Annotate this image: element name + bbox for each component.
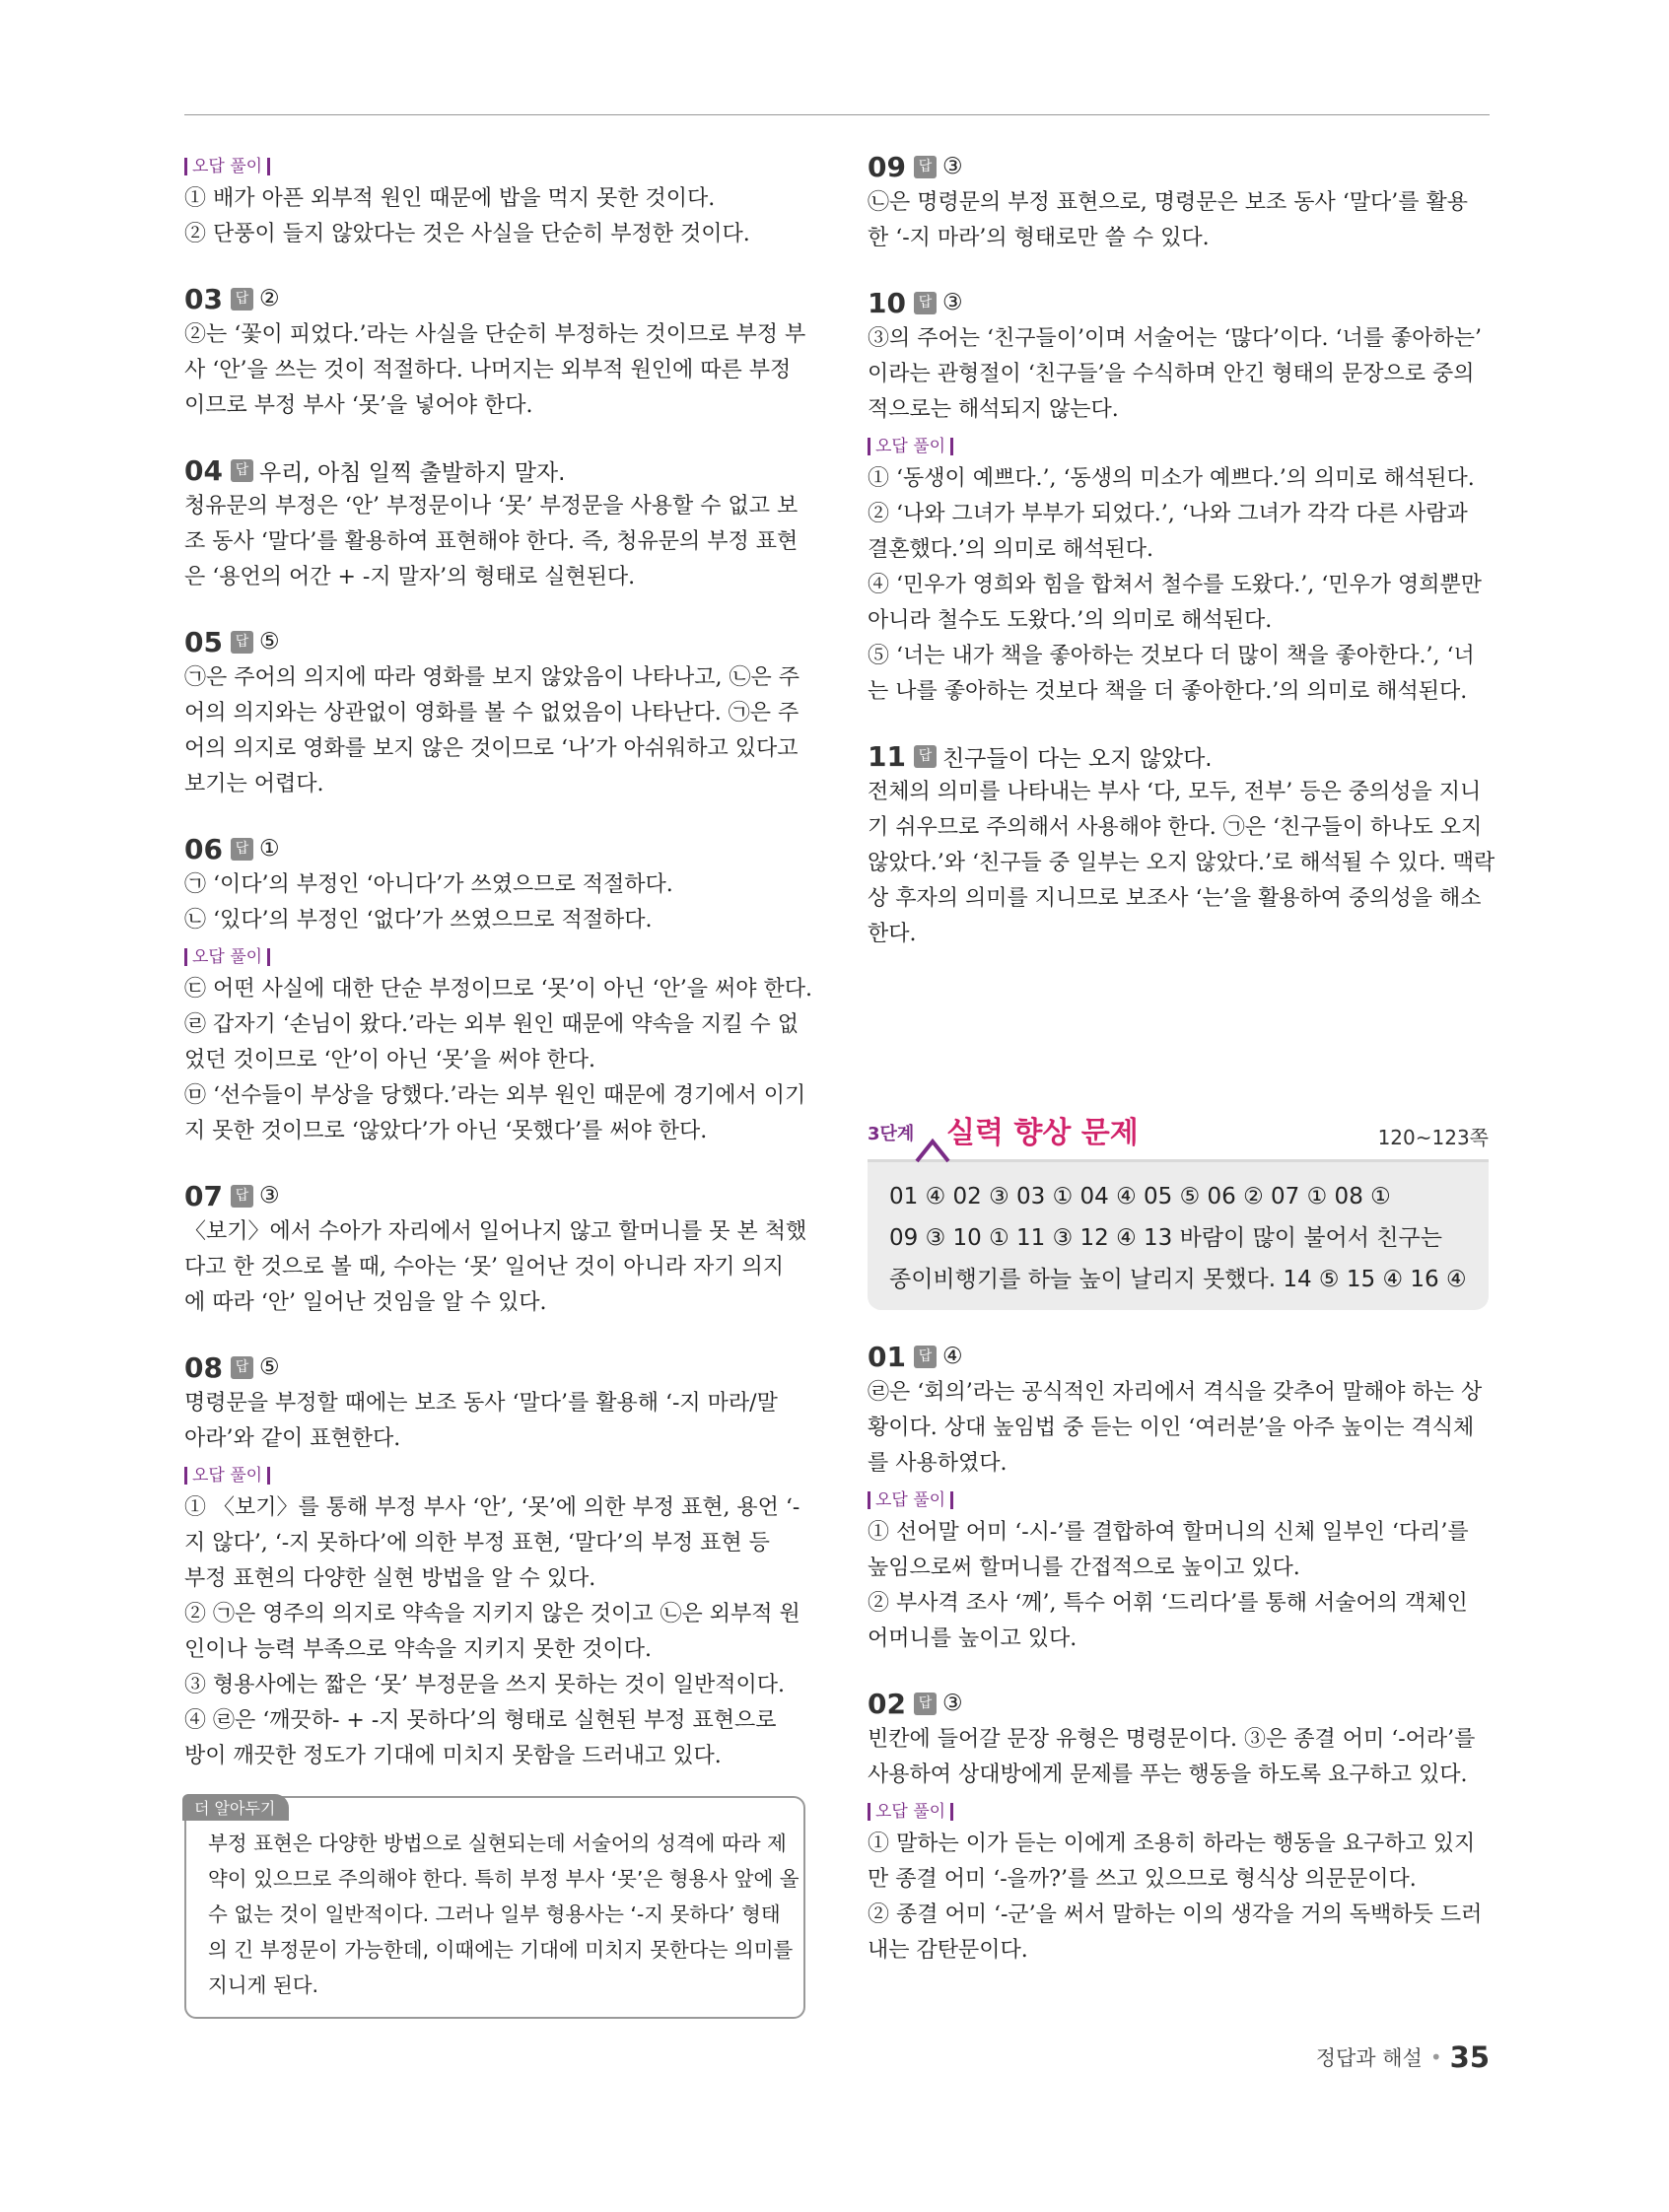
text-line: ㉠은 주어의 의지에 따라 영화를 보지 않았음이 나타나고, ㉡은 주 bbox=[184, 665, 800, 690]
answer-badge: 답 bbox=[914, 745, 937, 768]
odap-label: 오답 풀이 bbox=[184, 154, 805, 179]
text-line: 한 ‘-지 마라’의 형태로만 쓸 수 있다. bbox=[868, 226, 1210, 250]
text-line: ① 〈보기〉를 통해 부정 부사 ‘안’, ‘못’에 의한 부정 표현, 용언 ‘- bbox=[184, 1495, 800, 1520]
answer-summary-line: 09 ③ 10 ① 11 ③ 12 ④ 13 바람이 많이 불어서 친구는 bbox=[889, 1225, 1442, 1251]
question-number: 03 bbox=[184, 282, 223, 315]
answer-badge: 답 bbox=[914, 292, 937, 314]
odap-label: 오답 풀이 bbox=[868, 1487, 1489, 1513]
answer-summary-box bbox=[868, 1159, 1489, 1310]
step3-header bbox=[868, 1100, 1489, 1159]
text-line: ㉢ 어떤 사실에 대한 단순 부정이므로 ‘못’이 아닌 ‘안’을 써야 한다. bbox=[184, 977, 812, 1002]
text-line: ②는 ‘꽃이 피었다.’라는 사실을 단순히 부정하는 것이므로 부정 부 bbox=[184, 322, 806, 347]
question-number: 11 bbox=[868, 739, 906, 773]
text-line: 높임으로써 할머니를 간접적으로 높이고 있다. bbox=[868, 1555, 1300, 1580]
text-line: 청유문의 부정은 ‘안’ 부정문이나 ‘못’ 부정문을 사용할 수 없고 보 bbox=[184, 494, 799, 518]
answer-badge: 답 bbox=[231, 1185, 253, 1208]
bullet-icon: • bbox=[1429, 2045, 1442, 2069]
answer-summary-line: 종이비행기를 하늘 높이 날리지 못했다. 14 ⑤ 15 ④ 16 ④ bbox=[889, 1267, 1467, 1292]
question-09-header bbox=[868, 148, 1489, 185]
question-number: 04 bbox=[184, 453, 223, 487]
text-line: ① 선어말 어미 ‘-시-’를 결합하여 할머니의 신체 일부인 ‘다리’를 bbox=[868, 1520, 1469, 1545]
question-07-header bbox=[184, 1177, 805, 1214]
text-line: 내는 감탄문이다. bbox=[868, 1938, 1028, 1963]
text-line: ③의 주어는 ‘친구들이’이며 서술어는 ‘많다’이다. ‘너를 좋아하는’ bbox=[868, 326, 1482, 351]
question-08-header bbox=[184, 1348, 805, 1386]
question-number: 02 bbox=[868, 1687, 906, 1720]
text-line: 적으로는 해석되지 않는다. bbox=[868, 397, 1119, 422]
section-question-02-header bbox=[868, 1685, 1489, 1722]
odap-label: 오답 풀이 bbox=[868, 434, 1489, 459]
text-line: 은 ‘용언의 어간 + -지 말자’의 형태로 실현된다. bbox=[184, 565, 636, 589]
text-line: 않았다.’와 ‘친구들 중 일부는 오지 않았다.’로 해석될 수 있다. 맥락 bbox=[868, 851, 1495, 875]
text-line: 빈칸에 들어갈 문장 유형은 명령문이다. ③은 종결 어미 ‘-어라’를 bbox=[868, 1727, 1476, 1752]
question-04-header bbox=[184, 451, 805, 489]
text-line: ② ㉠은 영주의 의지로 약속을 지키지 않은 것이고 ㉡은 외부적 원 bbox=[184, 1602, 800, 1626]
answer: 우리, 아침 일찍 출발하지 말자. bbox=[258, 459, 566, 486]
text-line: 다고 한 것으로 볼 때, 수아는 ‘못’ 일어난 것이 아니라 자기 의지 bbox=[184, 1255, 784, 1279]
odap-label: 오답 풀이 bbox=[184, 1463, 805, 1488]
question-number: 01 bbox=[868, 1340, 906, 1373]
text-line: ② 부사격 조사 ‘께’, 특수 어휘 ‘드리다’를 통해 서술어의 객체인 bbox=[868, 1591, 1468, 1616]
question-03-header bbox=[184, 280, 805, 317]
text-line: 의 긴 부정문이 가능한데, 이때에는 기대에 미치지 못한다는 의미를 bbox=[208, 1938, 794, 1962]
answer: ③ bbox=[258, 1183, 280, 1209]
text-line: 약이 있으므로 주의해야 한다. 특히 부정 부사 ‘못’은 형용사 앞에 올 bbox=[208, 1867, 800, 1891]
answer: ④ bbox=[941, 1344, 963, 1369]
text-line: ㉡ ‘있다’의 부정인 ‘없다’가 쓰였으므로 적절하다. bbox=[184, 908, 653, 933]
intro-odap bbox=[184, 181, 805, 252]
answer-badge: 답 bbox=[231, 631, 253, 654]
answer: ② bbox=[258, 286, 280, 311]
question-number: 09 bbox=[868, 150, 906, 183]
text-line: ㉣ 갑자기 ‘손님이 왔다.’라는 외부 원인 때문에 약속을 지킬 수 없 bbox=[184, 1012, 799, 1037]
text-line: ㉣은 ‘회의’라는 공식적인 자리에서 격식을 갖추어 말해야 하는 상 bbox=[868, 1380, 1483, 1405]
answer: ① bbox=[258, 836, 280, 862]
footer-label: 정답과 해설 bbox=[1315, 2046, 1423, 2070]
step-title: 실력 향상 문제 bbox=[946, 1116, 1139, 1150]
answer-badge: 답 bbox=[914, 156, 937, 178]
text-line: 사용하여 상대방에게 문제를 푸는 행동을 하도록 요구하고 있다. bbox=[868, 1763, 1468, 1787]
text-line: 어의 의지로 영화를 보지 않은 것이므로 ‘나’가 아쉬워하고 있다고 bbox=[184, 736, 799, 761]
odap-label: 오답 풀이 bbox=[868, 1799, 1489, 1825]
more-to-know-box bbox=[184, 1796, 805, 2019]
answer-badge: 답 bbox=[231, 838, 253, 861]
left-column bbox=[184, 148, 812, 2019]
answer: ③ bbox=[941, 154, 963, 179]
odap-label: 오답 풀이 bbox=[184, 944, 805, 970]
page-footer bbox=[1316, 2040, 1490, 2074]
section-question-01-header bbox=[868, 1338, 1489, 1375]
question-number: 08 bbox=[184, 1350, 223, 1384]
text-line: 아라’와 같이 표현한다. bbox=[184, 1426, 401, 1451]
answer: ⑤ bbox=[258, 629, 280, 655]
text-line: ㉠ ‘이다’의 부정인 ‘아니다’가 쓰였으므로 적절하다. bbox=[184, 872, 673, 897]
answer: ⑤ bbox=[258, 1354, 280, 1380]
text-line: ⑤ ‘너는 내가 책을 좋아하는 것보다 더 많이 책을 좋아한다.’, ‘너 bbox=[868, 644, 1475, 668]
text-line: 상 후자의 의미를 지니므로 보조사 ‘는’을 활용하여 중의성을 해소 bbox=[868, 886, 1482, 911]
text-line: 만 종결 어미 ‘-을까?’를 쓰고 있으므로 형식상 의문문이다. bbox=[868, 1867, 1417, 1892]
answer-badge: 답 bbox=[231, 459, 253, 482]
text-line: 사 ‘안’을 쓰는 것이 적절하다. 나머지는 외부적 원인에 따른 부정 bbox=[184, 358, 792, 382]
answer: ③ bbox=[941, 290, 963, 315]
text-line: ② 종결 어미 ‘-군’을 써서 말하는 이의 생각을 거의 독백하듯 드러 bbox=[868, 1902, 1483, 1927]
answer-badge: 답 bbox=[231, 1356, 253, 1379]
text-line: ① 배가 아픈 외부적 원인 때문에 밥을 먹지 못한 것이다. bbox=[184, 186, 716, 211]
question-05-header bbox=[184, 623, 805, 660]
answer-badge: 답 bbox=[914, 1693, 937, 1715]
text-line: ㉤ ‘선수들이 부상을 당했다.’라는 외부 원인 때문에 경기에서 이기 bbox=[184, 1083, 806, 1108]
chevron-up-icon bbox=[915, 1130, 950, 1165]
text-line: 지 않다’, ‘-지 못하다’에 의한 부정 표현, ‘말다’의 부정 표현 등 bbox=[184, 1531, 770, 1555]
text-line: 한다. bbox=[868, 922, 917, 946]
text-line: 이므로 부정 부사 ‘못’을 넣어야 한다. bbox=[184, 393, 533, 418]
text-line: 를 사용하였다. bbox=[868, 1451, 1008, 1476]
text-line: 에 따라 ‘안’ 일어난 것임을 알 수 있다. bbox=[184, 1290, 547, 1315]
text-line: 부정 표현의 다양한 실현 방법을 알 수 있다. bbox=[184, 1566, 596, 1591]
text-line: ① 말하는 이가 듣는 이에게 조용히 하라는 행동을 요구하고 있지 bbox=[868, 1832, 1476, 1856]
text-line: 어의 의지와는 상관없이 영화를 볼 수 없었음이 나타난다. ㉠은 주 bbox=[184, 701, 800, 726]
question-number: 10 bbox=[868, 286, 906, 319]
text-line: 결혼했다.’의 의미로 해석된다. bbox=[868, 537, 1153, 562]
text-line: 명령문을 부정할 때에는 보조 동사 ‘말다’를 활용해 ‘-지 마라/말 bbox=[184, 1391, 778, 1416]
answer: 친구들이 다는 오지 않았다. bbox=[941, 745, 1213, 772]
question-number: 05 bbox=[184, 625, 223, 658]
text-line: ④ ㉣은 ‘깨끗하- + -지 못하다’의 형태로 실현된 부정 표현으로 bbox=[184, 1708, 777, 1733]
text-line: ③ 형용사에는 짧은 ‘못’ 부정문을 쓰지 못하는 것이 일반적이다. bbox=[184, 1673, 785, 1697]
text-line: 전체의 의미를 나타내는 부사 ‘다, 모두, 전부’ 등은 중의성을 지니 bbox=[868, 780, 1482, 804]
answer-badge: 답 bbox=[231, 288, 253, 311]
text-line: 부정 표현은 다양한 방법으로 실현되는데 서술어의 성격에 따라 제 bbox=[208, 1832, 787, 1855]
text-line: ① ‘동생이 예쁘다.’, ‘동생의 미소가 예쁘다.’의 의미로 해석된다. bbox=[868, 466, 1475, 491]
answer-badge: 답 bbox=[914, 1346, 937, 1368]
text-line: 기 쉬우므로 주의해서 사용해야 한다. ㉠은 ‘친구들이 하나도 오지 bbox=[868, 815, 1483, 840]
text-line: ② 단풍이 들지 않았다는 것은 사실을 단순히 부정한 것이다. bbox=[184, 222, 750, 246]
text-line: 지 못한 것이므로 ‘않았다’가 아닌 ‘못했다’를 써야 한다. bbox=[184, 1119, 708, 1143]
text-line: 는 나를 좋아하는 것보다 책을 더 좋아한다.’의 의미로 해석된다. bbox=[868, 679, 1468, 704]
question-11-header bbox=[868, 737, 1489, 775]
text-line: ④ ‘민우가 영희와 힘을 합쳐서 철수를 도왔다.’, ‘민우가 영희뿐만 bbox=[868, 573, 1482, 597]
text-line: 〈보기〉에서 수아가 자리에서 일어나지 않고 할머니를 못 본 척했 bbox=[184, 1219, 807, 1244]
text-line: 지니게 된다. bbox=[208, 1973, 319, 1997]
right-column bbox=[868, 148, 1495, 1969]
text-line: 황이다. 상대 높임법 중 듣는 이인 ‘여러분’을 아주 높이는 격식체 bbox=[868, 1416, 1475, 1440]
text-line: 이라는 관형절이 ‘친구들’을 수식하며 안긴 형태의 문장으로 중의 bbox=[868, 362, 1475, 386]
step-label: 3단계 bbox=[868, 1124, 915, 1144]
text-line: 보기는 어렵다. bbox=[184, 772, 324, 796]
text-line: 인이나 능력 부족으로 약속을 지키지 못한 것이다. bbox=[184, 1637, 652, 1662]
text-line: ② ‘나와 그녀가 부부가 되었다.’, ‘나와 그녀가 각각 다른 사람과 bbox=[868, 502, 1468, 526]
page-range: 120~123쪽 bbox=[1377, 1126, 1489, 1149]
question-06-header bbox=[184, 830, 805, 867]
text-line: ㉡은 명령문의 부정 표현으로, 명령문은 보조 동사 ‘말다’를 활용 bbox=[868, 190, 1468, 215]
text-line: 조 동사 ‘말다’를 활용하여 표현해야 한다. 즉, 청유문의 부정 표현 bbox=[184, 529, 799, 554]
answer: ③ bbox=[941, 1691, 963, 1716]
page-number: 35 bbox=[1449, 2040, 1490, 2074]
question-number: 07 bbox=[184, 1179, 223, 1212]
text-line: 었던 것이므로 ‘안’이 아닌 ‘못’을 써야 한다. bbox=[184, 1048, 595, 1072]
text-line: 수 없는 것이 일반적이다. 그러나 일부 형용사는 ‘-지 못하다’ 형태 bbox=[208, 1902, 781, 1926]
text-line: 아니라 철수도 도왔다.’의 의미로 해석된다. bbox=[868, 608, 1273, 633]
text-line: 방이 깨끗한 정도가 기대에 미치지 못함을 드러내고 있다. bbox=[184, 1744, 722, 1768]
text-line: 어머니를 높이고 있다. bbox=[868, 1626, 1078, 1651]
top-rule bbox=[184, 114, 1490, 115]
more-to-know-tab: 더 알아두기 bbox=[182, 1794, 289, 1821]
answer-summary-line: 01 ④ 02 ③ 03 ① 04 ④ 05 ⑤ 06 ② 07 ① 08 ① bbox=[889, 1184, 1391, 1210]
question-number: 06 bbox=[184, 832, 223, 865]
question-10-header bbox=[868, 284, 1489, 321]
